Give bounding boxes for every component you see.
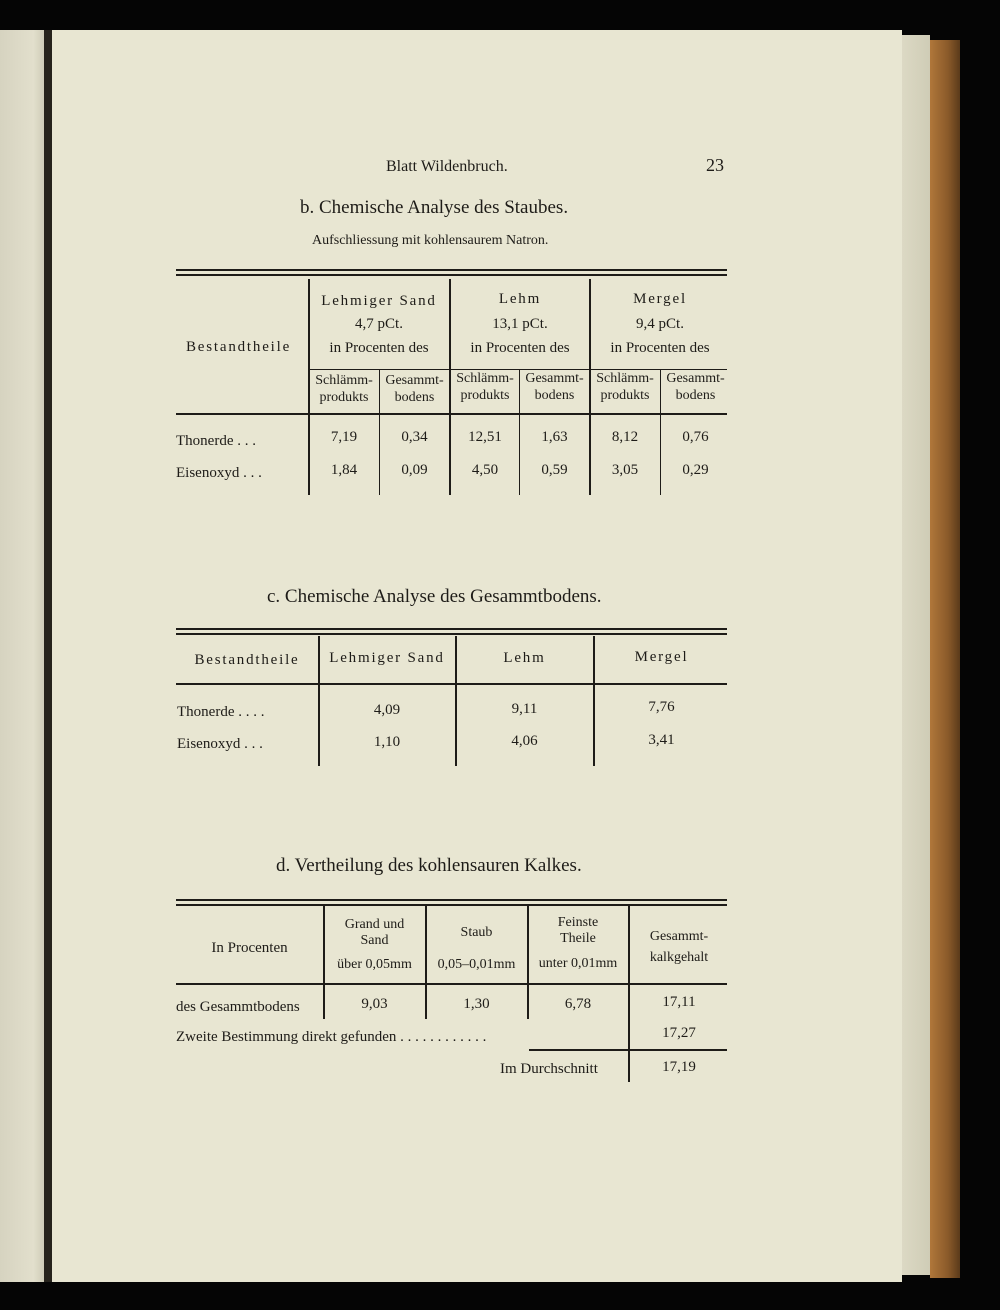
book-gutter — [44, 30, 52, 1282]
cell-value: 17,27 — [662, 1025, 696, 1041]
cell-value: 4,09 — [373, 702, 401, 718]
row-label: Zweite Bestimmung direkt gefunden . . . . . . . . . . . . — [176, 1029, 487, 1045]
cell-value: 3,41 — [648, 732, 675, 748]
col-header: Gesammt- kalkgehalt — [649, 929, 709, 965]
subcol-header: Gesammt- bodens — [666, 371, 725, 403]
cell-value: 7,76 — [648, 699, 675, 715]
col-header-unit: unter 0,01mm — [538, 956, 618, 971]
col-header-unit: über 0,05mm — [337, 957, 412, 972]
rule — [176, 633, 727, 635]
rule — [176, 683, 727, 685]
group-header-name: Lehm — [498, 291, 542, 307]
row-label: Eisenoxyd . . . — [176, 465, 262, 481]
cell-value: 1,63 — [541, 429, 568, 445]
page-number: 23 — [706, 155, 724, 175]
col-header: Lehmiger Sand — [329, 650, 445, 666]
stub-header: In Procenten — [211, 940, 288, 956]
cell-value: 0,76 — [682, 429, 709, 445]
group-header-name: Mergel — [633, 291, 687, 307]
cell-value: 7,19 — [330, 429, 358, 445]
cell-value: 9,11 — [511, 701, 538, 717]
cell-value: 1,30 — [463, 996, 490, 1012]
row-label: Im Durchschnitt — [500, 1061, 598, 1077]
cell-value: 6,78 — [564, 996, 592, 1012]
cell-value: 0,34 — [401, 429, 428, 445]
rule — [176, 899, 727, 901]
rule — [176, 274, 727, 276]
page-stack-edge — [902, 35, 930, 1275]
left-page-edge — [0, 30, 48, 1282]
col-header: Lehm — [503, 650, 546, 666]
cell-value: 1,84 — [330, 462, 358, 478]
col-header: Mergel — [634, 649, 689, 665]
section-c-title: c. Chemische Analyse des Gesammtbodens. — [267, 586, 602, 607]
group-header-unit: in Procenten des — [329, 340, 429, 356]
col-header-unit: 0,05–0,01mm — [437, 957, 516, 972]
group-header-percent: 9,4 pCt. — [636, 316, 684, 332]
cell-value: 1,10 — [373, 734, 401, 750]
cell-value: 0,29 — [682, 462, 709, 478]
group-header-unit: in Procenten des — [470, 340, 570, 356]
cell-value: 12,51 — [468, 429, 502, 445]
cell-value: 17,11 — [662, 994, 696, 1010]
rule — [176, 628, 727, 630]
section-d-title: d. Vertheilung des kohlensauren Kalkes. — [276, 855, 582, 876]
subcol-header: Schlämm- produkts — [315, 373, 373, 405]
cell-value: 17,19 — [662, 1059, 696, 1075]
cell-value: 0,59 — [541, 462, 568, 478]
rule — [176, 904, 727, 906]
col-header: Bestandtheile — [194, 652, 300, 668]
section-b-title: b. Chemische Analyse des Staubes. — [300, 197, 569, 218]
cell-value: 3,05 — [611, 462, 639, 478]
cell-value: 0,09 — [401, 462, 428, 478]
col-header: Grand und Sand — [344, 917, 405, 948]
section-b-subtitle: Aufschliessung mit kohlensaurem Natron. — [312, 233, 549, 248]
cell-value: 9,03 — [361, 996, 388, 1012]
running-title: Blatt Wildenbruch. — [386, 158, 508, 175]
cell-value: 4,06 — [511, 733, 538, 749]
col-header: Staub — [460, 925, 493, 940]
row-label: Eisenoxyd . . . — [177, 736, 263, 752]
rule — [176, 983, 727, 985]
col-header: Feinste Theile — [557, 915, 599, 946]
subcol-header: Gesammt- bodens — [525, 371, 584, 403]
group-header-percent: 13,1 pCt. — [492, 316, 548, 332]
cell-value: 8,12 — [611, 429, 639, 445]
row-label: Thonerde . . . . — [177, 704, 265, 720]
cell-value: 4,50 — [471, 462, 499, 478]
rule — [176, 413, 727, 415]
subcol-header: Schlämm- produkts — [596, 371, 654, 403]
rule — [176, 269, 727, 271]
group-header-unit: in Procenten des — [610, 340, 710, 356]
stub-header: Bestandtheile — [186, 339, 292, 355]
row-label: des Gesammtbodens — [176, 999, 300, 1015]
group-header-percent: 4,7 pCt. — [355, 316, 403, 332]
book-cover-edge — [930, 40, 960, 1278]
subcol-header: Schlämm- produkts — [456, 371, 514, 403]
subcol-header: Gesammt- bodens — [385, 373, 444, 405]
group-header-name: Lehmiger Sand — [321, 293, 437, 309]
row-label: Thonerde . . . — [176, 433, 256, 449]
